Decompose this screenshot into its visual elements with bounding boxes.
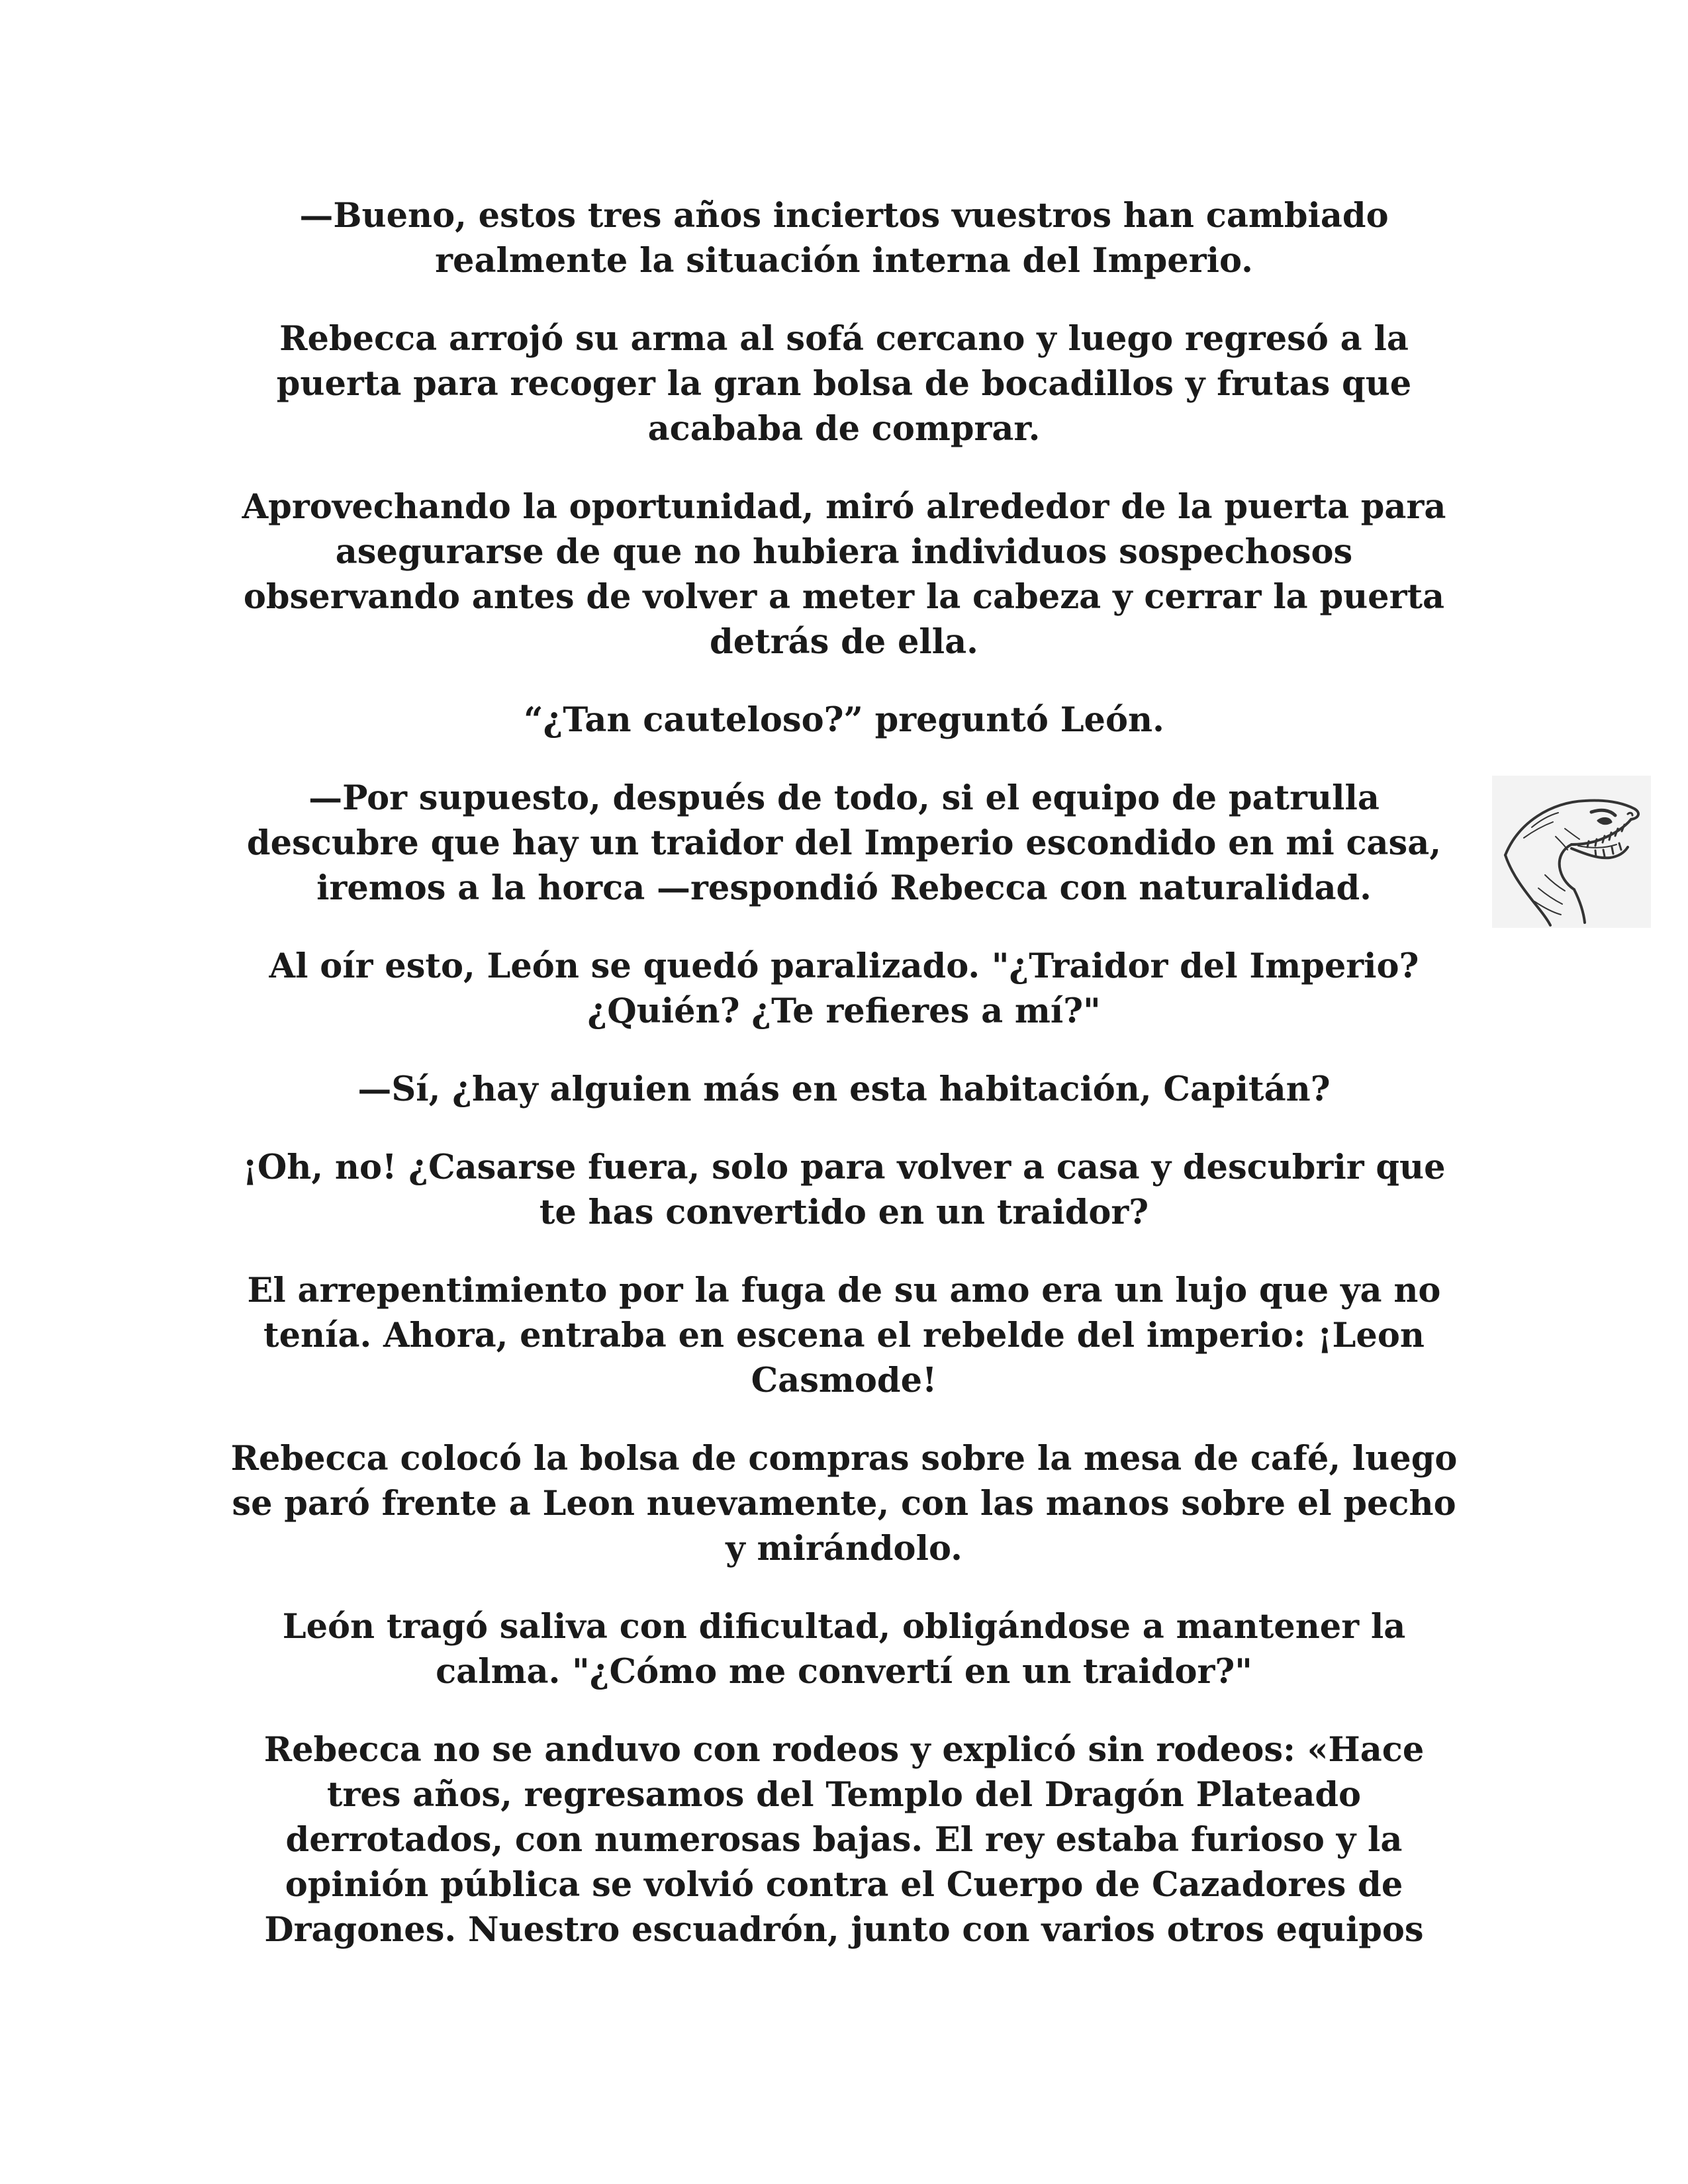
paragraph-8: ¡Oh, no! ¿Casarse fuera, solo para volver a casa y descubrir que te has convertido en un traidor?	[242, 1148, 1446, 1232]
paragraph-10: Rebecca colocó la bolsa de compras sobre la mesa de café, luego se paró frente a Leon nuevamente, con las manos sobre el pecho y mirándolo.	[230, 1439, 1458, 1569]
paragraph-6: Al oír esto, León se quedó paralizado. "¿Traidor del Imperio? ¿Quién? ¿Te refieres a mí?"	[269, 946, 1419, 1031]
paragraph-5: —Por supuesto, después de todo, si el equipo de patrulla descubre que hay un traidor del Imperio escondido en mi casa, iremos a la horca —respondió Rebecca con naturalidad.	[246, 778, 1442, 908]
paragraph-11: León tragó saliva con dificultad, obligándose a mantener la calma. "¿Cómo me convertí en un traidor?"	[282, 1607, 1406, 1692]
body-text	[225, 193, 1463, 1985]
paragraph-3: Aprovechando la oportunidad, miró alrededor de la puerta para asegurarse de que no hubiera individuos sospechosos observando antes de volver a meter la cabeza y cerrar la puerta detrás de ella.	[242, 487, 1446, 662]
paragraph-12: Rebecca no se anduvo con rodeos y explicó sin rodeos: «Hace tres años, regresamos del Templo del Dragón Plateado derrotados, con numerosas bajas. El rey estaba furioso y la opinión pública se volvió contra el Cuerpo de Cazadores de Dragones. Nuestro escuadrón, junto con varios otros equipos	[263, 1730, 1425, 1950]
paragraph-2: Rebecca arrojó su arma al sofá cercano y luego regresó a la puerta para recoger la gran bolsa de bocadillos y frutas que acababa de comprar.	[276, 319, 1412, 449]
dragon-head-sketch-icon	[1492, 776, 1651, 928]
paragraph-1: —Bueno, estos tres años inciertos vuestros han cambiado realmente la situación interna del Imperio.	[299, 196, 1389, 281]
paragraph-4: “¿Tan cauteloso?” preguntó León.	[524, 700, 1164, 740]
paragraph-9: El arrepentimiento por la fuga de su amo era un lujo que ya no tenía. Ahora, entraba en escena el rebelde del imperio: ¡Leon Casmode!	[247, 1271, 1441, 1400]
paragraph-7: —Sí, ¿hay alguien más en esta habitación, Capitán?	[357, 1069, 1331, 1109]
